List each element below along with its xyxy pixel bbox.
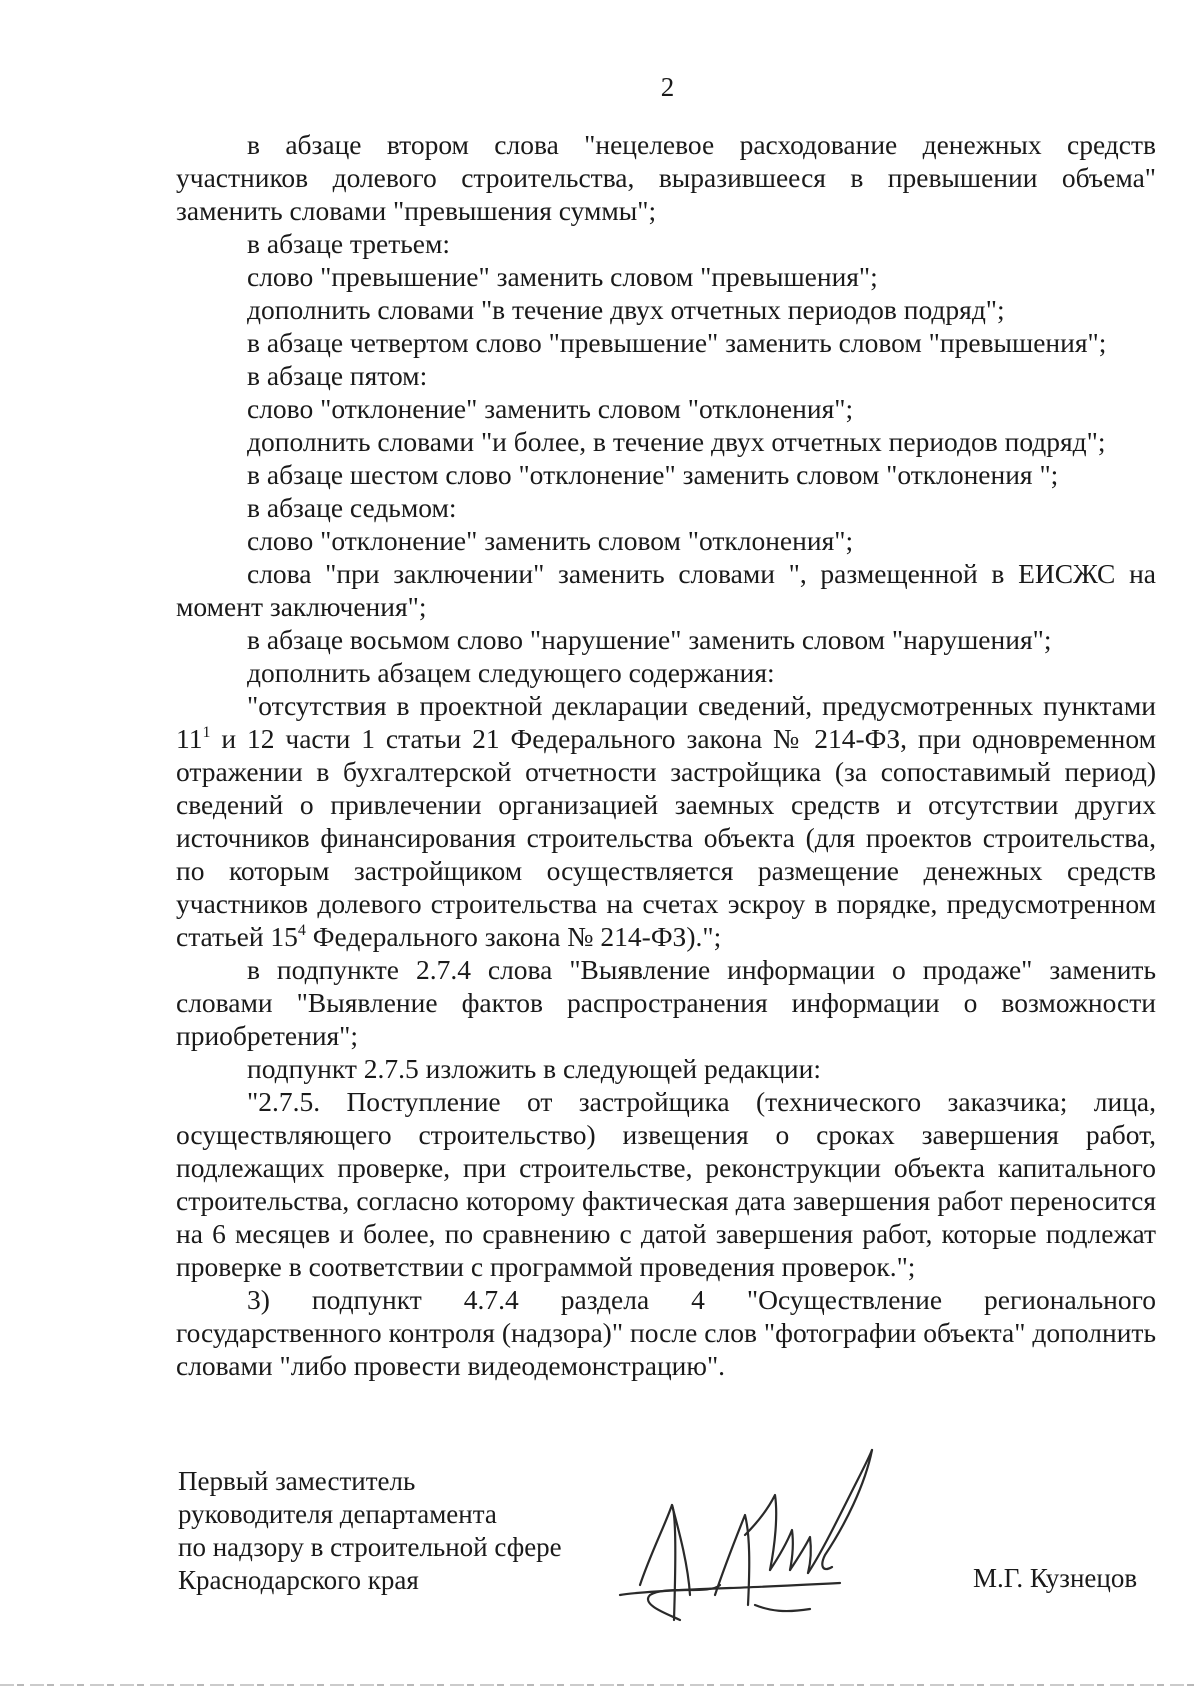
paragraph: в абзаце восьмом слово "нарушение" заменить словом "нарушения"; [247,624,1052,655]
paragraph: дополнить словами "и более, в течение двух отчетных периодов подряд"; [247,426,1106,457]
paragraph: в абзаце четвертом слово "превышение" заменить словом "превышения"; [247,327,1107,358]
paragraph: в абзаце втором слова "нецелевое расходование денежных средств участников долевого строительства, выразившееся в превышении объема" заменить словами "превышения суммы"; [176,129,1156,226]
paragraph: слово "превышение" заменить словом "превышения"; [247,261,878,292]
paragraph: слово "отклонение" заменить словом "отклонения"; [247,525,854,556]
quote-part-1: "отсутствия в проектной декларации сведений, предусмотренных пунктами 11 [176,690,1156,754]
scan-edge-divider [0,1684,1200,1686]
position-line: руководителя департамента [178,1499,497,1529]
paragraph: в абзаце пятом: [247,360,428,391]
signer-name: М.Г. Кузнецов [973,1563,1138,1593]
document-body [176,128,1156,1382]
paragraph: подпункт 2.7.5 изложить в следующей редакции: [247,1053,821,1084]
paragraph: в подпункте 2.7.4 слова "Выявление информации о продаже" заменить словами "Выявление фактов распространения информации о возможности приобретения"; [176,954,1156,1051]
paragraph: в абзаце шестом слово "отклонение" заменить словом "отклонения "; [247,459,1059,490]
handwritten-signature [610,1445,920,1625]
paragraph: слово "отклонение" заменить словом "отклонения"; [247,393,854,424]
paragraph: "2.7.5. Поступление от застройщика (технического заказчика; лица, осуществляющего строительство) извещения о сроках завершения работ, подлежащих проверке, при строительстве, реконструкции объекта капитального строительства, согласно которому фактическая дата завершения работ переносится на 6 месяцев и более, по сравнению с датой завершения работ, которые подлежат проверке в соответствии с программой проведения проверок."; [176,1086,1156,1282]
quote-part-3: Федерального закона № 214-ФЗ)."; [305,921,722,952]
position-line: по надзору в строительной сфере [178,1532,562,1562]
superscript-1: 1 [202,724,211,741]
quote-part-2: и 12 части 1 статьи 21 Федерального закона № 214-ФЗ, при одновременном отражении в бухгалтерской отчетности застройщика (за сопоставимый период) сведений о привлечении организацией заемных средств и отсутствии других источников финансирования строительства объекта (для проектов строительства, по которым застройщиком осуществляется размещение денежных средств участников долевого строительства на счетах эскроу в порядке, предусмотренном статьей 15 [176,723,1156,952]
page-number: 2 [660,72,675,102]
quote-paragraph [176,689,1156,953]
paragraph: в абзаце седьмом: [247,492,457,523]
position-line: Первый заместитель [178,1466,416,1496]
signer-position [178,1465,562,1597]
paragraph: в абзаце третьем: [247,228,451,259]
paragraph: дополнить абзацем следующего содержания: [247,657,775,688]
superscript-4: 4 [297,922,306,939]
position-line: Краснодарского края [178,1565,419,1595]
paragraph: дополнить словами "в течение двух отчетных периодов подряд"; [247,294,1005,325]
paragraph: слова "при заключении" заменить словами ", размещенной в ЕИСЖС на момент заключения"; [176,558,1156,622]
paragraph: 3) подпункт 4.7.4 раздела 4 "Осуществление регионального государственного контроля (надзора)" после слов "фотографии объекта" дополнить словами "либо провести видеодемонстрацию". [176,1284,1156,1381]
